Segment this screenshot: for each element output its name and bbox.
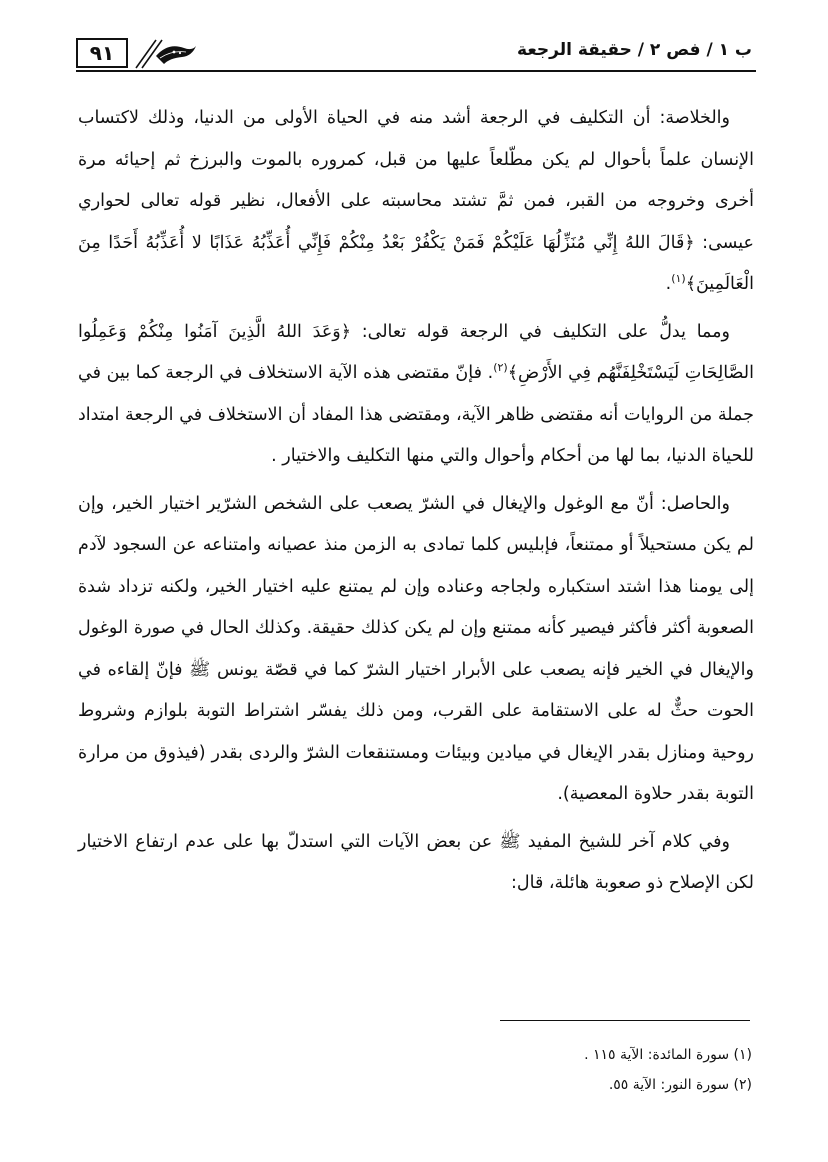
footnotes — [252, 1040, 752, 1100]
footnote-separator — [500, 1020, 750, 1021]
footnote-2: (٢) سورة النور: الآية ٥٥. — [608, 1077, 752, 1093]
paragraph-mufid: وفي كلام آخر للشيخ المفيد ﷺ عن بعض الآيات التي استدلّ بها على عدم ارتفاع الاختيار لكن الإصلاح ذو صعوبة هائلة، قال: — [78, 831, 754, 893]
paragraph-summary — [78, 98, 754, 306]
footnote-1: (١) سورة المائدة: الآية ١١٥ . — [584, 1047, 752, 1063]
footnote-ref-2: (٢) — [493, 361, 508, 375]
paragraph-conclusion: والحاصل: أنّ مع الوغول والإيغال في الشرّ يصعب على الشخص الشرّير اختيار الخير، وإن لم يكن مستحيلاً أو ممتنعاً، فإبليس كلما تمادى به الزمن منذ عصيانه وامتناعه عن السجود لآدم إلى يومنا هذا اشتد استكباره ولجاجه وعناده وإن لم يمتنع عليه اختيار الخير، ولكنه تزداد شدة الصعوبة أكثر فأكثر فيصير كأنه ممتنع وإن لم يكن كذلك حقيقة. وكذلك الحال في صورة الوغول والإيغال في الخير فإنه يصعب على الأبرار اختيار الشرّ كما في قصّة يونس ﷺ فإنّ إلقاءه في الحوت حثٌّ له على الاستقامة على القرب، ومن ذلك يفسّر اشتراط التوبة بلوازم وشروط روحية ومنازل بقدر الإيغال في ميادين وبيئات ومستنقعات الشرّ والردى بقدر (فيذوق من مرارة التوبة بقدر حلاوة المعصية). — [78, 493, 754, 804]
paragraph-evidence-text: . فإنّ مقتضى هذه الآية الاستخلاف في الرجعة كما بين في جملة من الروايات أنه مقتضى ظاهر الآية، ومقتضى هذا المفاد أن الاستخلاف في الرجعة امتداد للحياة الدنيا، بما لها من أحكام وأحوال والتي منها التكليف والاختيار . — [78, 363, 754, 466]
paragraph-evidence — [78, 312, 754, 478]
quran-quote-maida: ﴿قَالَ اللهُ إِنِّي مُنَزِّلُهَا عَلَيْكُمْ فَمَنْ يَكْفُرْ بَعْدُ مِنْكُمْ فَإِنِّي أُعَذِّبُهُ عَذَابًا لا أُعَذِّبُهُ أَحَدًا مِنَ الْعَالَمِينَ﴾ — [78, 232, 754, 294]
header-rule — [76, 70, 756, 72]
page-number-box — [76, 38, 128, 68]
header-ornament-icon — [134, 38, 198, 70]
body-text — [78, 98, 754, 911]
paragraph-summary-text: والخلاصة: أن التكليف في الرجعة أشد منه في الحياة الأولى من الدنيا، وذلك لاكتساب الإنسان علماً بأحوال لم يكن مطّلعاً عليها من قبل، كمروره بالموت والبرزخ ثم إحيائه مرة أخرى وخروجه من القبر، فمن ثمَّ تشتد محاسبته على الأفعال، نظير قوله تعالى لحواري عيسى: — [78, 108, 754, 253]
page-header — [76, 38, 756, 72]
quran-quote-nur: ﴿وَعَدَ اللهُ الَّذِينَ آمَنُوا مِنْكُمْ وَعَمِلُوا الصَّالِحَاتِ لَيَسْتَخْلِفَنَّهُم فِي الأَرْضِ﴾ — [78, 321, 754, 383]
page-number: ٩١ — [89, 41, 115, 65]
running-title: ب ١ / فص ٢ / حقيقة الرجعة — [517, 40, 752, 60]
paragraph-evidence-intro: ومما يدلُّ على التكليف في الرجعة قوله تعالى: — [361, 321, 730, 342]
paragraph-summary-end: . — [665, 274, 672, 294]
footnote-ref-1: (١) — [671, 272, 686, 286]
